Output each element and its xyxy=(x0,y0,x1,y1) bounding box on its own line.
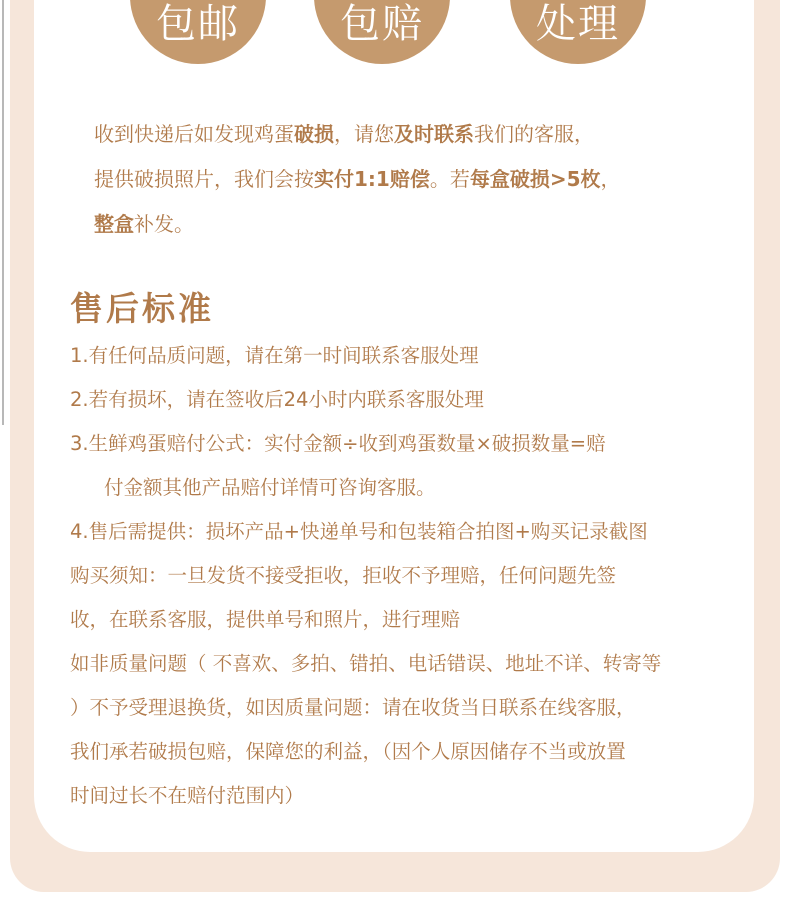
intro-text: 补发。 xyxy=(134,212,194,236)
rule-4: 4.售后需提供：损坏产品+快递单号和包装箱合拍图+购买记录截图 xyxy=(70,520,648,543)
rule-1: 1.有任何品质问题，请在第一时间联系客服处理 xyxy=(70,344,479,367)
left-divider-line xyxy=(2,0,4,425)
non-quality-note: 如非质量问题（ 不喜欢、多拍、错拍、电话错误、地址不详、转寄等 xyxy=(70,652,662,675)
intro-emphasis: 实付1:1赔偿 xyxy=(314,167,430,191)
intro-emphasis: 及时联系 xyxy=(394,122,474,146)
after-sales-rules xyxy=(70,334,750,818)
rule-3: 3.生鲜鸡蛋赔付公式：实付金额÷收到鸡蛋数量×破损数量=赔 xyxy=(70,432,606,455)
intro-text: 收到快递后如发现鸡蛋 xyxy=(94,122,294,146)
intro-line-2 xyxy=(94,157,734,202)
intro-paragraph xyxy=(94,112,734,247)
intro-emphasis: 每盒破损>5枚 xyxy=(469,167,601,191)
rule-2: 2.若有损坏，请在签收后24小时内联系客服处理 xyxy=(70,388,484,411)
non-quality-note-2: ）不予受理退换货，如因质量问题：请在收货当日联系在线客服， xyxy=(70,696,636,719)
intro-emphasis: 破损 xyxy=(294,122,334,146)
badge-label: 处理 xyxy=(536,1,620,47)
intro-emphasis: 整盒 xyxy=(94,212,134,236)
intro-text: ， xyxy=(600,167,621,191)
intro-text: ，请您 xyxy=(334,122,394,146)
non-quality-note-3: 我们承若破损包赔，保障您的利益，（因个人原因储存不当或放置 xyxy=(70,740,626,763)
purchase-notice: 购买须知：一旦发货不接受拒收，拒收不予理赔，任何问题先签 xyxy=(70,564,617,587)
rule-3-continued: 付金额其他产品赔付详情可咨询客服。 xyxy=(104,476,436,499)
purchase-notice-continued: 收，在联系客服，提供单号和照片，进行理赔 xyxy=(70,608,461,631)
non-quality-note-4: 时间过长不在赔付范围内） xyxy=(70,784,305,807)
badge-label: 包邮 xyxy=(156,1,240,47)
section-heading: 售后标准 xyxy=(70,289,214,328)
intro-line-3 xyxy=(94,202,734,247)
badge-label: 包赔 xyxy=(340,1,424,47)
intro-text: 提供破损照片，我们会按 xyxy=(94,167,314,191)
intro-text: 。若 xyxy=(429,167,470,191)
intro-line-1 xyxy=(94,112,734,157)
intro-text: 我们的客服， xyxy=(474,122,594,146)
